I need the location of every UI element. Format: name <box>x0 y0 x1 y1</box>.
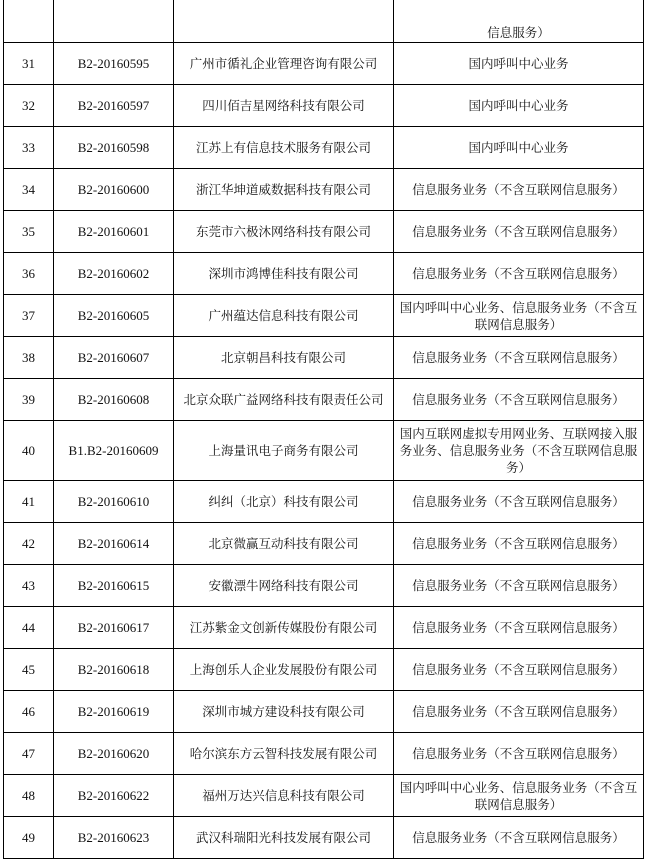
cell-number: 41 <box>4 481 54 523</box>
cell-company: 浙江华坤道威数据科技有限公司 <box>174 169 394 211</box>
cell-number: 32 <box>4 85 54 127</box>
table-row <box>4 691 644 733</box>
table-row <box>4 211 644 253</box>
cell-business: 信息服务业务（不含互联网信息服务） <box>394 379 644 421</box>
table-row <box>4 127 644 169</box>
cell-number: 35 <box>4 211 54 253</box>
cell-license: B2-20160618 <box>54 649 174 691</box>
cell-business: 信息服务业务（不含互联网信息服务） <box>394 817 644 859</box>
cell-business: 国内呼叫中心业务、信息服务业务（不含互联网信息服务） <box>394 775 644 817</box>
cell-license: B2-20160610 <box>54 481 174 523</box>
cell-company: 广州蕴达信息科技有限公司 <box>174 295 394 337</box>
cell-number: 48 <box>4 775 54 817</box>
cell-company: 安徽漂牛网络科技有限公司 <box>174 565 394 607</box>
table-row <box>4 649 644 691</box>
cell-business: 信息服务业务（不含互联网信息服务） <box>394 649 644 691</box>
table-row <box>4 607 644 649</box>
cell-number: 44 <box>4 607 54 649</box>
table-row <box>4 43 644 85</box>
cell-number: 49 <box>4 817 54 859</box>
table-row <box>4 253 644 295</box>
table-row <box>4 169 644 211</box>
cell-company: 福州万达兴信息科技有限公司 <box>174 775 394 817</box>
cell-business: 信息服务） <box>394 0 644 43</box>
cell-number: 34 <box>4 169 54 211</box>
cell-license: B2-20160623 <box>54 817 174 859</box>
cell-number: 42 <box>4 523 54 565</box>
cell-number: 45 <box>4 649 54 691</box>
cell-business: 信息服务业务（不含互联网信息服务） <box>394 253 644 295</box>
table-row <box>4 337 644 379</box>
cell-business: 国内呼叫中心业务 <box>394 127 644 169</box>
cell-number: 39 <box>4 379 54 421</box>
cell-company: 四川佰吉星网络科技有限公司 <box>174 85 394 127</box>
license-table <box>3 0 644 859</box>
cell-number: 47 <box>4 733 54 775</box>
cell-license: B2-20160597 <box>54 85 174 127</box>
cell-company: 北京微赢互动科技有限公司 <box>174 523 394 565</box>
cell-license: B2-20160605 <box>54 295 174 337</box>
cell-license: B2-20160617 <box>54 607 174 649</box>
cell-company <box>174 0 394 43</box>
table-row <box>4 379 644 421</box>
cell-company: 北京众联广益网络科技有限责任公司 <box>174 379 394 421</box>
table-row <box>4 523 644 565</box>
cell-license: B2-20160615 <box>54 565 174 607</box>
cell-license: B2-20160614 <box>54 523 174 565</box>
cell-business: 信息服务业务（不含互联网信息服务） <box>394 523 644 565</box>
cell-company: 东莞市六极沐网络科技有限公司 <box>174 211 394 253</box>
cell-license: B2-20160598 <box>54 127 174 169</box>
cell-company: 武汉科瑞阳光科技发展有限公司 <box>174 817 394 859</box>
cell-business: 信息服务业务（不含互联网信息服务） <box>394 211 644 253</box>
cell-license: B1.B2-20160609 <box>54 421 174 481</box>
cell-business: 国内呼叫中心业务、信息服务业务（不含互联网信息服务） <box>394 295 644 337</box>
cell-business: 信息服务业务（不含互联网信息服务） <box>394 733 644 775</box>
cell-license: B2-20160595 <box>54 43 174 85</box>
cell-number: 33 <box>4 127 54 169</box>
cell-company: 上海创乐人企业发展股份有限公司 <box>174 649 394 691</box>
cell-business: 国内互联网虚拟专用网业务、互联网接入服务业务、信息服务业务（不含互联网信息服务） <box>394 421 644 481</box>
table-row <box>4 481 644 523</box>
cell-business: 信息服务业务（不含互联网信息服务） <box>394 481 644 523</box>
cell-company: 广州市循礼企业管理咨询有限公司 <box>174 43 394 85</box>
continuation-row <box>4 0 644 43</box>
cell-license: B2-20160602 <box>54 253 174 295</box>
cell-business: 国内呼叫中心业务 <box>394 85 644 127</box>
cell-license: B2-20160622 <box>54 775 174 817</box>
cell-company: 哈尔滨东方云智科技发展有限公司 <box>174 733 394 775</box>
cell-company: 江苏紫金文创新传媒股份有限公司 <box>174 607 394 649</box>
table-row <box>4 775 644 817</box>
cell-number: 37 <box>4 295 54 337</box>
table-row <box>4 85 644 127</box>
cell-company: 纠纠（北京）科技有限公司 <box>174 481 394 523</box>
cell-number: 31 <box>4 43 54 85</box>
table-row <box>4 295 644 337</box>
cell-number: 43 <box>4 565 54 607</box>
cell-company: 深圳市城方建设科技有限公司 <box>174 691 394 733</box>
cell-license: B2-20160608 <box>54 379 174 421</box>
table-row <box>4 565 644 607</box>
cell-company: 深圳市鸿博佳科技有限公司 <box>174 253 394 295</box>
table-row <box>4 421 644 481</box>
cell-company: 江苏上有信息技术服务有限公司 <box>174 127 394 169</box>
cell-business: 信息服务业务（不含互联网信息服务） <box>394 169 644 211</box>
table-row <box>4 733 644 775</box>
cell-business: 信息服务业务（不含互联网信息服务） <box>394 607 644 649</box>
cell-license: B2-20160600 <box>54 169 174 211</box>
cell-license: B2-20160601 <box>54 211 174 253</box>
cell-business: 国内呼叫中心业务 <box>394 43 644 85</box>
cell-number: 38 <box>4 337 54 379</box>
cell-business: 信息服务业务（不含互联网信息服务） <box>394 337 644 379</box>
cell-license <box>54 0 174 43</box>
cell-number: 46 <box>4 691 54 733</box>
cell-number <box>4 0 54 43</box>
cell-business: 信息服务业务（不含互联网信息服务） <box>394 691 644 733</box>
cell-license: B2-20160619 <box>54 691 174 733</box>
cell-number: 40 <box>4 421 54 481</box>
cell-company: 上海量讯电子商务有限公司 <box>174 421 394 481</box>
cell-company: 北京朝昌科技有限公司 <box>174 337 394 379</box>
cell-business: 信息服务业务（不含互联网信息服务） <box>394 565 644 607</box>
table-row <box>4 817 644 859</box>
cell-number: 36 <box>4 253 54 295</box>
cell-license: B2-20160620 <box>54 733 174 775</box>
cell-license: B2-20160607 <box>54 337 174 379</box>
